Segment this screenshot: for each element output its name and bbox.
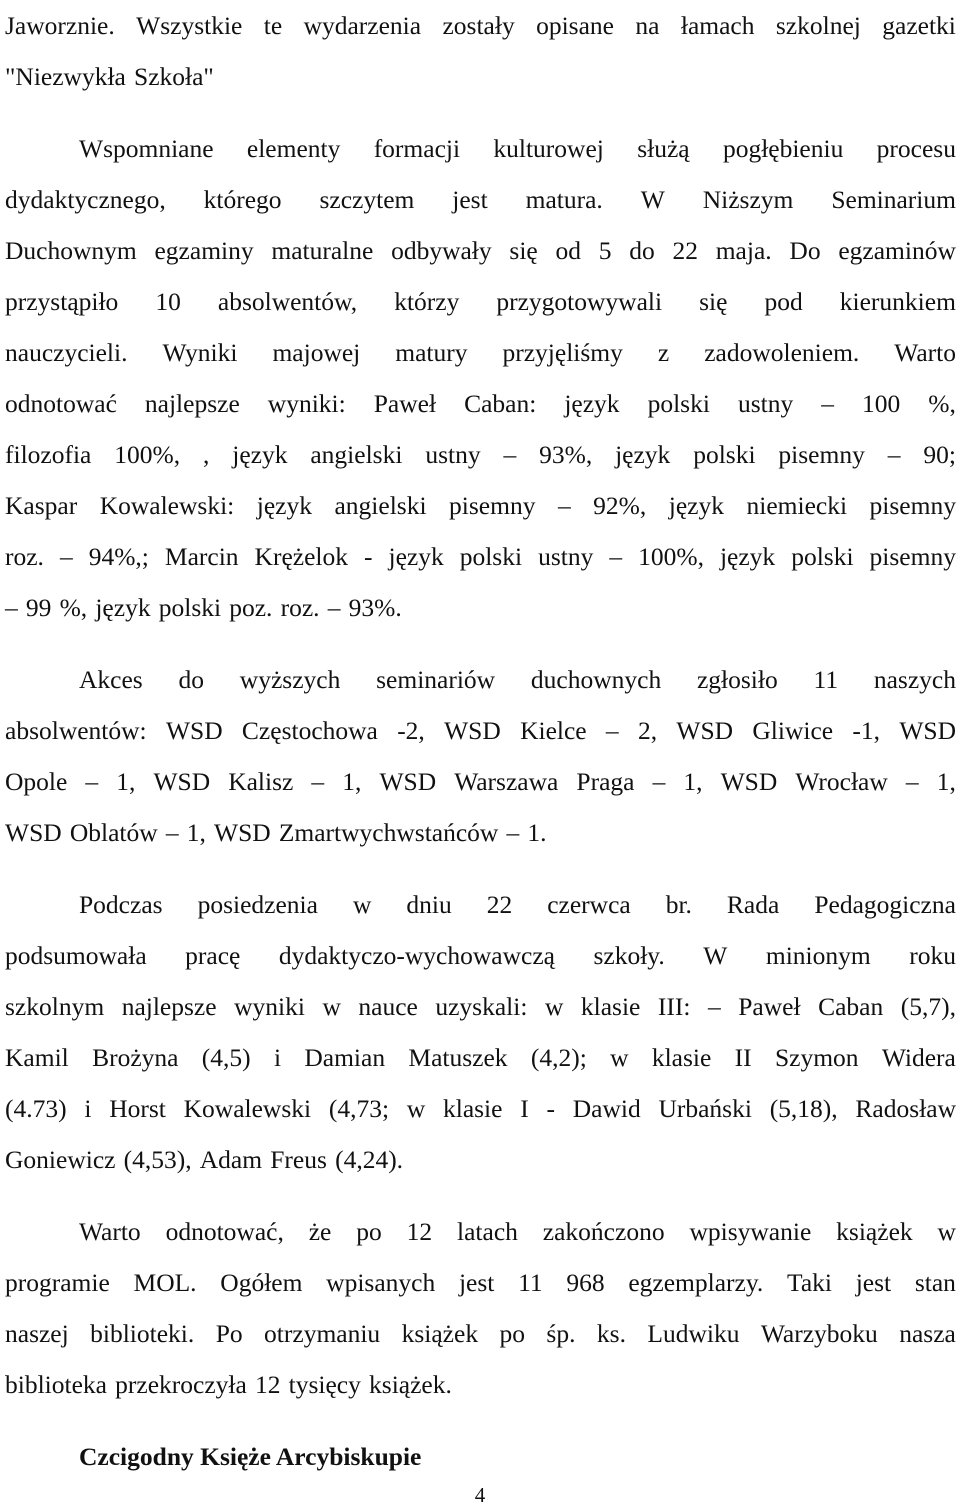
text-line [5, 0, 956, 51]
word: Marcin [164, 542, 239, 571]
word: – [59, 542, 73, 571]
word: 93%, [539, 440, 593, 469]
word: na [635, 11, 660, 40]
word: dniu [406, 890, 452, 919]
word: Dawid [572, 1094, 641, 1123]
word: te [263, 11, 283, 40]
word: otrzymaniu [264, 1319, 381, 1348]
word: – [887, 440, 901, 469]
word: – [327, 593, 341, 622]
word: Taki [787, 1268, 832, 1297]
paragraph-3 [5, 654, 956, 858]
word: zostały [442, 11, 515, 40]
word: kierunkiem [839, 287, 956, 316]
word: WSD [899, 716, 956, 745]
text-line [5, 756, 956, 807]
word: %, [59, 593, 88, 622]
word: - [546, 1094, 555, 1123]
word: WSD [676, 716, 734, 745]
word: opisane [536, 11, 614, 40]
word: język [232, 440, 288, 469]
word: ustny [425, 440, 481, 469]
word: Warto [894, 338, 956, 367]
word: Krężelok [254, 542, 348, 571]
text-line [5, 225, 956, 276]
word: się [509, 236, 538, 265]
word: najlepsze [121, 992, 217, 1021]
word: duchownych [530, 665, 662, 694]
word: Kowalewski: [99, 491, 235, 520]
word: Po [215, 1319, 243, 1348]
word: WSD [153, 767, 211, 796]
word: Oblatów [69, 818, 158, 847]
word: 100 [861, 389, 901, 418]
word: ustny [737, 389, 794, 418]
word: br. [665, 890, 692, 919]
word: od [555, 236, 581, 265]
word: 22 [672, 236, 698, 265]
word: filozofia [5, 440, 92, 469]
word: – [707, 992, 721, 1021]
word: czerwca [547, 890, 631, 919]
word: W [640, 185, 665, 214]
word: "Niezwykła [5, 62, 126, 91]
word: książek [401, 1319, 479, 1348]
text-line [5, 378, 956, 429]
word: 100%, [114, 440, 181, 469]
word: egzemplarzy. [628, 1268, 764, 1297]
word: Kaspar [5, 491, 78, 520]
word: zgłosiło [696, 665, 778, 694]
word: naszych [873, 665, 956, 694]
word: (4,73; [328, 1094, 390, 1123]
word: 1. [527, 818, 547, 847]
word: WSD [5, 818, 62, 847]
word: ustny [538, 542, 594, 571]
paragraph-4 [5, 879, 956, 1185]
word: Damian [304, 1043, 386, 1072]
word: elementy [246, 134, 341, 163]
word: w [406, 1094, 426, 1123]
text-line [5, 51, 956, 102]
word: – [5, 593, 18, 622]
word: maja. [715, 236, 772, 265]
word: szkoły. [593, 941, 665, 970]
word: po [499, 1319, 525, 1348]
text-line [5, 1257, 956, 1308]
word: służą [637, 134, 690, 163]
word: – [609, 542, 623, 571]
word: 100%, [638, 542, 704, 571]
word: WSD [379, 767, 437, 796]
word: Wyniki [162, 338, 238, 367]
word: pracę [185, 941, 241, 970]
text-line [5, 981, 956, 1032]
word: biblioteka [5, 1370, 107, 1399]
word: 11 [518, 1268, 543, 1297]
word: uzyskali: [435, 992, 528, 1021]
word: 1, [936, 767, 956, 796]
word: roz. [280, 593, 320, 622]
word: w [937, 1217, 956, 1246]
word: 1, [116, 767, 136, 796]
word: – [605, 716, 619, 745]
word: polski [459, 542, 523, 571]
word: Warzyboku [760, 1319, 878, 1348]
word: (4,53), [123, 1145, 192, 1174]
word: że [308, 1217, 332, 1246]
word: programie [5, 1268, 110, 1297]
word: łamach [680, 11, 755, 40]
word: 11 [813, 665, 839, 694]
word: formacji [373, 134, 461, 163]
word: – [905, 767, 919, 796]
word: posiedzenia [197, 890, 318, 919]
word: i [273, 1043, 282, 1072]
text-line [5, 930, 956, 981]
text-line [5, 705, 956, 756]
word: 93%. [348, 593, 402, 622]
word: Gliwice [752, 716, 834, 745]
word: Ogółem [220, 1268, 303, 1297]
word: jest [452, 185, 488, 214]
word: 1, [342, 767, 362, 796]
word: matury [395, 338, 468, 367]
word: 10 [155, 287, 181, 316]
word: poz. [229, 593, 273, 622]
word: Wrocław [795, 767, 888, 796]
word: Pedagogiczna [814, 890, 956, 919]
word: w [322, 992, 341, 1021]
word: śp. [546, 1319, 576, 1348]
page-number: 4 [474, 1483, 486, 1507]
text-line [5, 654, 956, 705]
text-line [5, 429, 956, 480]
word: książek. [369, 1370, 452, 1399]
word: polski [693, 440, 756, 469]
word: Praga [576, 767, 635, 796]
word: Warszawa [454, 767, 559, 796]
word: nauce [358, 992, 418, 1021]
word: – [557, 491, 571, 520]
text-line [5, 327, 956, 378]
word: jest [855, 1268, 892, 1297]
closing-heading: Czcigodny Księże Arcybiskupie [79, 1442, 422, 1471]
word: w [352, 890, 372, 919]
word: – [503, 440, 517, 469]
word: 12 [406, 1217, 433, 1246]
word: szkolnym [5, 992, 105, 1021]
word: którzy [394, 287, 460, 316]
word: język [668, 491, 725, 520]
word: Jaworznie. [5, 11, 115, 40]
word: wpisanych [326, 1268, 436, 1297]
text-line [5, 1308, 956, 1359]
word: WSD [165, 716, 223, 745]
paragraph-gap [5, 1410, 956, 1431]
word: 99 [25, 593, 52, 622]
text-line [5, 276, 956, 327]
word: Adam [199, 1145, 263, 1174]
word: Wspomniane [79, 134, 214, 163]
document-page [5, 0, 956, 1482]
text-line [5, 1032, 956, 1083]
word: do [178, 665, 205, 694]
paragraph-5 [5, 1206, 956, 1410]
word: majowej [272, 338, 361, 367]
word: Duchownym [5, 236, 137, 265]
word: -2, [397, 716, 425, 745]
word: (4,24). [335, 1145, 404, 1174]
word: III: [657, 992, 691, 1021]
text-line [5, 1206, 956, 1257]
word: – [506, 818, 520, 847]
text-line [5, 480, 956, 531]
word: , [203, 440, 210, 469]
word: seminariów [376, 665, 496, 694]
word: po [356, 1217, 382, 1246]
text-line [5, 1083, 956, 1134]
word: do [629, 236, 655, 265]
word: Zmartwychwstańców [278, 818, 499, 847]
word: nauczycieli. [5, 338, 128, 367]
word: polski [647, 389, 710, 418]
word: roz. [5, 542, 44, 571]
word: język [95, 593, 151, 622]
word: Radosław [855, 1094, 956, 1123]
word: WSD [720, 767, 778, 796]
word: 12 [254, 1370, 281, 1399]
word: język [388, 542, 444, 571]
word: Kielce [520, 716, 587, 745]
word: zakończono [542, 1217, 665, 1246]
word: Opole [5, 767, 68, 796]
word: MOL. [133, 1268, 197, 1297]
paragraph-gap [5, 633, 956, 654]
word: Kalisz [228, 767, 294, 796]
word: pisemny [778, 440, 865, 469]
word: Seminarium [831, 185, 956, 214]
text-line [5, 1134, 956, 1185]
word: niemiecki [746, 491, 848, 520]
word: którego [203, 185, 282, 214]
word: 2, [637, 716, 658, 745]
word: egzaminy [154, 236, 254, 265]
word: Szkoła" [134, 62, 214, 91]
word: – [652, 767, 666, 796]
word: szkolnej [775, 11, 861, 40]
word: książek [836, 1217, 913, 1246]
word: tysięcy [288, 1370, 361, 1399]
word: Horst [109, 1094, 166, 1123]
word: najlepsze [144, 389, 240, 418]
word: pisemny [449, 491, 536, 520]
word: przyjęliśmy [502, 338, 623, 367]
paragraph-gap [5, 1185, 956, 1206]
text-line [5, 531, 956, 582]
word: II [734, 1043, 752, 1072]
word: stan [914, 1268, 956, 1297]
word: gazetki [882, 11, 956, 40]
word: Kamil [5, 1043, 69, 1072]
word: Podczas [79, 890, 163, 919]
word: ks. [596, 1319, 626, 1348]
word: Brożyna [92, 1043, 179, 1072]
word: – [165, 818, 179, 847]
word: – [311, 767, 325, 796]
word: wpisywanie [689, 1217, 812, 1246]
word: I [520, 1094, 529, 1123]
word: 94%,; [88, 542, 149, 571]
word: przystąpiło [5, 287, 119, 316]
word: w [544, 992, 564, 1021]
text-line [5, 807, 956, 858]
word: 968 [566, 1268, 605, 1297]
word: Matuszek [408, 1043, 508, 1072]
word: W [703, 941, 728, 970]
word: kulturowej [493, 134, 604, 163]
word: wyniki [234, 992, 305, 1021]
word: Akces [79, 665, 143, 694]
word: Ludwiku [647, 1319, 740, 1348]
word: wyższych [239, 665, 341, 694]
word: Częstochowa [241, 716, 378, 745]
word: odnotować [5, 389, 117, 418]
word: angielski [334, 491, 427, 520]
word: angielski [310, 440, 403, 469]
word: Paweł [738, 992, 801, 1021]
word: przygotowywali [496, 287, 663, 316]
word: w [610, 1043, 629, 1072]
word: odbywały [391, 236, 492, 265]
word: klasie [651, 1043, 712, 1072]
word: 92%, [593, 491, 647, 520]
word: polski [791, 542, 854, 571]
word: pogłębieniu [722, 134, 844, 163]
word: zadowoleniem. [704, 338, 860, 367]
word: język [719, 542, 776, 571]
word: jest [458, 1268, 495, 1297]
text-line [5, 123, 956, 174]
word: minionym [765, 941, 871, 970]
word: 5 [598, 236, 612, 265]
word: język [615, 440, 671, 469]
word: pisemny [869, 491, 956, 520]
word: WSD [444, 716, 501, 745]
word: (5,18), [769, 1094, 838, 1123]
word: -1, [852, 716, 881, 745]
word: pisemny [869, 542, 956, 571]
word: biblioteki. [90, 1319, 195, 1348]
word: %, [928, 389, 956, 418]
word: latach [457, 1217, 518, 1246]
word: - [363, 542, 373, 571]
word: przekroczyła [115, 1370, 247, 1399]
word: z [657, 338, 670, 367]
word: język [564, 389, 620, 418]
word: maturalne [271, 236, 374, 265]
word: Paweł [373, 389, 437, 418]
word: dydaktycznego, [5, 185, 166, 214]
word: nasza [899, 1319, 956, 1348]
word: Warto [79, 1217, 141, 1246]
word: naszej [5, 1319, 69, 1348]
word: wyniki: [267, 389, 346, 418]
word: szczytem [319, 185, 415, 214]
word: 90; [923, 440, 956, 469]
word: polski [158, 593, 222, 622]
word: i [84, 1094, 92, 1123]
word: Szymon [774, 1043, 859, 1072]
word: – [85, 767, 99, 796]
word: Niższym [702, 185, 794, 214]
word: Caban: [464, 389, 537, 418]
text-line [5, 879, 956, 930]
word: klasie [580, 992, 641, 1021]
word: Rada [726, 890, 780, 919]
word: pod [764, 287, 803, 316]
paragraph-1 [5, 0, 956, 102]
word: Kowalewski [183, 1094, 312, 1123]
word: Goniewicz [5, 1145, 116, 1174]
word: wydarzenia [303, 11, 422, 40]
paragraph-2 [5, 123, 956, 633]
word: absolwentów: [5, 716, 147, 745]
word: (5,7), [900, 992, 956, 1021]
word: 1, [186, 818, 206, 847]
word: podsumowała [5, 941, 147, 970]
word: się [699, 287, 728, 316]
word: egzaminów [838, 236, 956, 265]
word: Wszystkie [136, 11, 243, 40]
word: dydaktyczo-wychowawczą [278, 941, 555, 970]
word: Urbański [658, 1094, 752, 1123]
word: (4,2); [530, 1043, 587, 1072]
word: WSD [214, 818, 271, 847]
text-line [5, 582, 956, 633]
word: (4,5) [201, 1043, 251, 1072]
text-line [5, 1359, 956, 1410]
word: Widera [881, 1043, 956, 1072]
word: absolwentów, [217, 287, 358, 316]
word: – [821, 389, 834, 418]
word: 22 [486, 890, 513, 919]
word: klasie [442, 1094, 503, 1123]
word: roku [909, 941, 956, 970]
word: Caban [818, 992, 884, 1021]
paragraph-gap [5, 102, 956, 123]
word: Do [789, 236, 821, 265]
word: 1, [683, 767, 703, 796]
word: odnotować, [165, 1217, 284, 1246]
word: matura. [525, 185, 603, 214]
paragraph-gap [5, 858, 956, 879]
word: (4.73) [5, 1094, 67, 1123]
word: procesu [876, 134, 956, 163]
word: Freus [270, 1145, 327, 1174]
word: język [256, 491, 312, 520]
text-line [5, 174, 956, 225]
